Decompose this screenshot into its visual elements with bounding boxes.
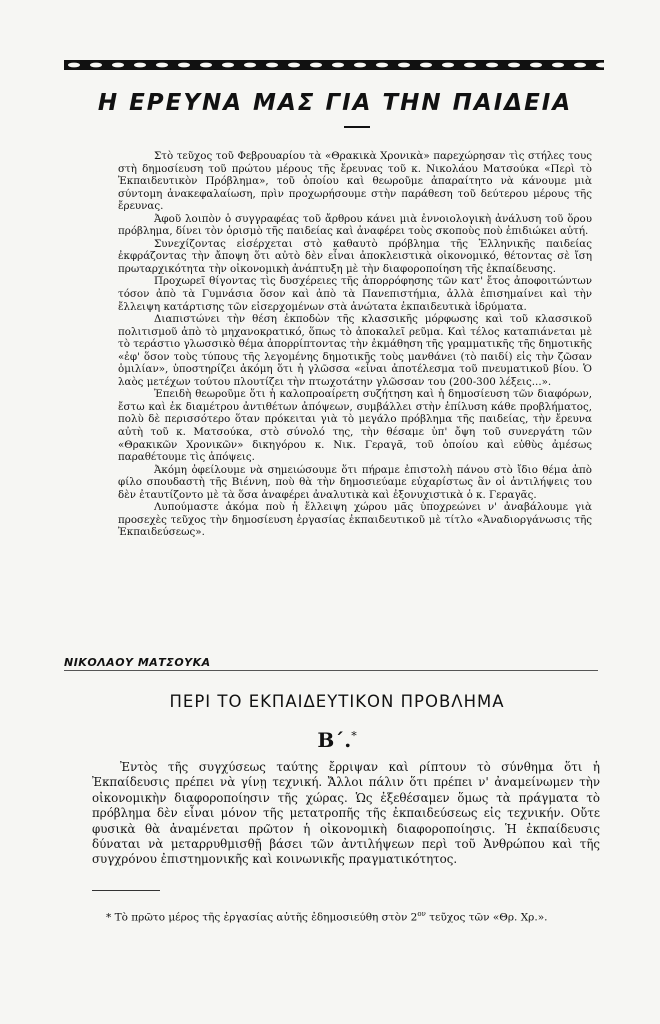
border-ornament (200, 63, 212, 68)
page-title: Η ΕΡΕΥΝΑ ΜΑΣ ΓΙΑ ΤΗΝ ΠΑΙΔΕΙΑ (97, 90, 573, 116)
article-body (92, 760, 600, 868)
border-ornament (288, 63, 300, 68)
border-ornament (354, 63, 366, 68)
border-ornament (134, 63, 146, 68)
border-ornament (266, 63, 278, 68)
border-ornament (464, 63, 476, 68)
border-ornament (332, 63, 344, 68)
footnote (92, 907, 600, 926)
border-ornament (420, 63, 432, 68)
border-ornament (244, 63, 256, 68)
title-rule (344, 126, 370, 128)
part-number: Β΄. (317, 728, 352, 752)
decorative-border (64, 58, 604, 72)
article-title: ΠΕΡΙ ΤΟ ΕΚΠΑΙΔΕΥΤΙΚΟΝ ΠΡΟΒΛΗΜΑ (169, 692, 505, 711)
border-ornament (112, 63, 124, 68)
intro-paragraph: Προχωρεῖ θίγοντας τὶς δυσχέρειες τῆς ἀπορρόφησης τῶν κατ' ἔτος ἀποφοιτώντων τόσον ἀπὸ τὰ Γυμνάσια ὅσον καὶ ἀπὸ τὰ Πανεπιστήμια, ἀλλὰ ἐπισημαίνει καὶ τὴν ἔλλειψη κατάρτισης τῶν εἰσερχομένων στὰ ἀνώτατα ἐκπαιδευτικὰ ἱδρύματα. (118, 275, 592, 313)
intro-paragraph: Στὸ τεῦχος τοῦ Φεβρουαρίου τὰ «Θρακικὰ Χρονικὰ» παρεχώρησαν τὶς στήλες τους στὴ δημοσίευση τοῦ πρώτου μέρους τῆς ἔρευνας τοῦ κ. Νικολάου Ματσούκα «Περὶ τὸ Ἐκπαιδευτικὸν Πρόβλημα», τοῦ ὁποίου καὶ θεωροῦμε ἀπαραίτητο νὰ κάνουμε μιὰ σύντομη ἀνακεφαλαίωση, πρὶν προχωρήσουμε στὴν παράθεση τοῦ δεύτερου μέρους τῆς ἔρευνας. (118, 150, 592, 213)
body-paragraph: Ἐντὸς τῆς συγχύσεως ταύτης ἔρριψαν καὶ ρίπτουν τὸ σύνθημα ὅτι ἡ Ἐκπαίδευσις πρέπει νὰ γίνῃ τεχνική. Ἄλλοι πάλιν ὅτι πρέπει ν' ἀναμείνωμεν τὴν οἰκονομικὴν διαφοροποίησιν τῆς χώρας. Ὡς ἐξεθέσαμεν ὅμως τὰ πράγματα τὸ πρόβλημα δὲν εἶναι μόνον τῆς μετατροπῆς τῆς ἐκπαιδεύσεως εἰς τεχνικήν. Οὔτε φυσικὰ θὰ ἀναμένεται πρῶτον ἡ οἰκονομικὴ διαφοροποίησις. Ἡ ἐκπαίδευσις δύναται νὰ μεταρρυθμισθῇ βάσει τῶν ἀντιλήψεων περὶ τοῦ Ἀνθρώπου καὶ τῆς συγχρόνου ἐπιστημονικῆς καὶ κοινωνικῆς πραγματικότητος. (92, 760, 600, 867)
intro-paragraph: Ἀκόμη ὀφείλουμε νὰ σημειώσουμε ὅτι πήραμε ἐπιστολὴ πάνου στὸ ἴδιο θέμα ἀπὸ φίλο σπουδαστὴ τῆς Βιέννη, ποὺ θὰ τὴν δημοσιεύαμε εὐχαρίστως ἂν οἱ ἀντιλήψεις του δὲν ἐταυτίζοντο μὲ τὰ ὅσα ἀναφέρει ἀναλυτικὰ καὶ ἐξονυχιστικὰ ὁ κ. Γεραγᾶς. (118, 463, 592, 501)
border-ornament (178, 63, 190, 68)
section-divider (64, 670, 598, 671)
footnote-text-before: Τὸ πρῶτο μέρος τῆς ἐργασίας αὐτῆς ἐδημοσιεύθη στὸν 2 (114, 911, 418, 924)
footnote-mark: * (106, 911, 112, 924)
part-heading (60, 728, 614, 752)
border-ornament (530, 63, 542, 68)
footnote-rule (92, 890, 160, 891)
border-ornament (222, 63, 234, 68)
border-ornament (310, 63, 322, 68)
border-ornament (552, 63, 564, 68)
border-ornament (442, 63, 454, 68)
footnote-paragraph (92, 907, 600, 926)
intro-section (118, 150, 592, 539)
intro-paragraph: Συνεχίζοντας εἰσέρχεται στὸ καθαυτὸ πρόβλημα τῆς Ἑλληνικῆς παιδείας ἐκφράζοντας τὴν ἄποψη ὅτι αὐτὸ δὲν εἶναι ἀποκλειστικὰ οἰκονομικό, θέτοντας σὲ ἴση πρωταρχικότητα τὴν οἰκονομικὴ ἀνάπτυξη μὲ τὴν διαφοροποίηση τῆς ἐκπαίδευσης. (118, 237, 592, 275)
intro-paragraph: Λυπούμαστε ἀκόμα ποὺ ἡ ἔλλειψη χώρου μᾶς ὑποχρεώνει ν' ἀναβάλουμε γιὰ προσεχὲς τεῦχος τὴν δημοσίευση ἐργασίας ἐκπαιδευτικοῦ μὲ τίτλο «Ἀναδιοργάνωσις τῆς Ἐκπαιδεύσεως». (118, 501, 592, 539)
border-ornament (508, 63, 520, 68)
intro-paragraph: Ἀφοῦ λοιπὸν ὁ συγγραφέας τοῦ ἄρθρου κάνει μιὰ ἐννοιολογικὴ ἀνάλυση τοῦ ὅρου πρόβλημα, δίνει τὸν ὁρισμὸ τῆς παιδείας καὶ ἀναφέρει τοὺς σκοποὺς ποὺ ἐπιδιώκει αὐτή. (118, 212, 592, 238)
border-ornament (398, 63, 410, 68)
border-ornament (486, 63, 498, 68)
border-ornament (156, 63, 168, 68)
footnote-superscript: ον (417, 910, 426, 918)
footnote-text-after: τεῦχος τῶν «Θρ. Χρ.». (425, 911, 548, 924)
intro-paragraph: Ἐπειδὴ θεωροῦμε ὅτι ἡ καλοπροαίρετη συζήτηση καὶ ἡ δημοσίευση τῶν διαφόρων, ἔστω καὶ ἐκ διαμέτρου ἀντιθέτων ἀπόψεων, συμβάλλει στὴν ἐπίλυση κάθε προβλήματος, πολὺ δὲ περισσότερο ὅταν πρόκειται γιὰ τὸ μεγάλο πρόβλημα τῆς παιδείας, τὴν ἔρευνα αὐτὴ τοῦ κ. Ματσούκα, στὸ σύνολό της, τὴν θέσαμε ὑπ' ὄψη τοῦ συνεργάτη τῶν «Θρακικῶν Χρονικῶν» δικηγόρου κ. Νικ. Γεραγᾶ, τοῦ ὁποίου καὶ εὐθὺς ἀμέσως παραθέτουμε τὶς ἀπόψεις. (118, 388, 592, 464)
border-ornament (574, 63, 586, 68)
intro-paragraph: Διαπιστώνει τὴν θέση ἐκποδὼν τῆς κλασσικῆς μόρφωσης καὶ τοῦ κλασσικοῦ πολιτισμοῦ ἀπὸ τὸ μηχανοκρατικό, ὅπως τὸ ἀποκαλεῖ ρεῦμα. Καὶ τέλος καταπιάνεται μὲ τὸ τεράστιο γλωσσικὸ θέμα ἀπορρίπτοντας τὴν ἐκμάθηση τῆς γραμματικῆς τῆς δημοτικῆς «ἐφ' ὅσον τοὺς τύπους τῆς λεγομένης δημοτικῆς τοὺς μανθάνει (τὸ παιδί) εἰς τὴν ζῶσαν ὁμιλίαν», ὑποστηρίζει ἀκόμη ὅτι ἡ γλῶσσα «εἶναι ἀποτέλεσμα τοῦ πνευματικοῦ βίου. Ὁ λαὸς μετέχων τούτου πλουτίζει τὴν πτωχοτάτην γλῶσσαν του (200-300 λέξεις...». (118, 313, 592, 388)
decorative-border-pattern (64, 58, 604, 72)
footnote-ref-mark: * (351, 729, 357, 743)
border-ornament (90, 63, 102, 68)
border-ornament (68, 63, 80, 68)
border-ornament (376, 63, 388, 68)
article-author: ΝΙΚΟΛΑΟΥ ΜΑΤΣΟΥΚΑ (64, 656, 211, 669)
